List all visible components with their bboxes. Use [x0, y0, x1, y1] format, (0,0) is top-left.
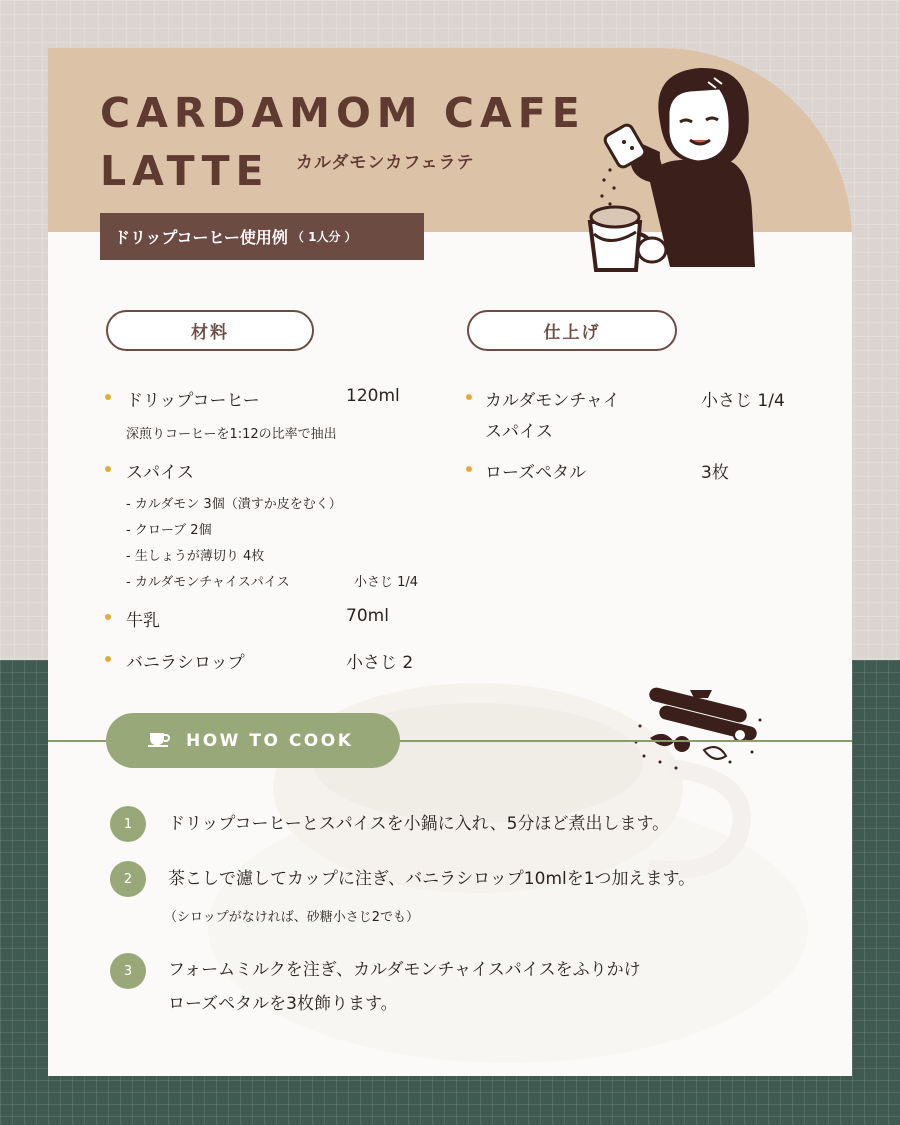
- step-number: 3: [110, 953, 146, 989]
- recipe-subtitle: カルダモンカフェラテ: [296, 153, 475, 173]
- serving-badge-count: （ 1人分 ）: [291, 230, 357, 244]
- step-text: ドリップコーヒーとスパイスを小鍋に入れ、5分ほど煮出します。: [168, 814, 670, 834]
- how-to-cook-label: HOW TO COOK: [186, 730, 354, 751]
- bullet: [105, 394, 111, 400]
- finishing-amount: 3枚: [701, 463, 729, 483]
- bullet: [466, 394, 472, 400]
- ingredient-amount: 70ml: [346, 606, 389, 626]
- bullet: [105, 466, 111, 472]
- step-note: （シロップがなければ、砂糖小さじ2でも）: [164, 910, 420, 925]
- step-number: 1: [110, 806, 146, 842]
- ingredient-name: 牛乳: [126, 611, 160, 631]
- spice-item: - カルダモン 3個（潰すか皮をむく）: [126, 497, 342, 512]
- step-text: 茶こしで濾してカップに注ぎ、バニラシロップ10mlを1つ加えます。: [168, 869, 696, 889]
- title-line-2: LATTE: [100, 147, 270, 195]
- recipe-card: [48, 48, 852, 1076]
- finishing-name: ローズペタル: [485, 463, 587, 483]
- how-to-cook-banner: [106, 713, 400, 768]
- bullet: [466, 466, 472, 472]
- recipe-title: [100, 84, 586, 200]
- finishing-name-cont: スパイス: [485, 422, 553, 442]
- spice-amount: 小さじ 1/4: [354, 575, 419, 590]
- bullet: [105, 656, 111, 662]
- spice-item: - クローブ 2個: [126, 523, 212, 538]
- finishing-amount: 小さじ 1/4: [701, 391, 785, 411]
- step-number: 2: [110, 861, 146, 897]
- spice-illustration: [630, 680, 770, 780]
- title-line-1: CARDAMOM CAFE: [100, 89, 586, 137]
- ingredient-amount: 120ml: [346, 386, 400, 406]
- ingredients-heading: [106, 310, 314, 351]
- step-text-cont: ローズペタルを3枚飾ります。: [168, 994, 398, 1014]
- serving-badge-label: ドリップコーヒー使用例: [114, 228, 288, 247]
- coffee-cup-icon: [148, 731, 170, 747]
- bullet: [105, 614, 111, 620]
- ingredient-note: 深煎りコーヒーを1:12の比率で抽出: [126, 427, 337, 442]
- ingredients-heading-label: 材料: [191, 323, 229, 343]
- ingredient-amount: 小さじ 2: [346, 653, 414, 673]
- finishing-heading: [467, 310, 677, 351]
- ingredient-name: バニラシロップ: [126, 653, 245, 673]
- spice-item: - カルダモンチャイスパイス: [126, 575, 290, 590]
- finishing-heading-label: 仕上げ: [543, 323, 601, 343]
- spice-item: - 生しょうが薄切り 4枚: [126, 549, 265, 564]
- ingredient-name: ドリップコーヒー: [126, 391, 260, 411]
- step-text: フォームミルクを注ぎ、カルダモンチャイスパイスをふりかけ: [168, 960, 641, 980]
- ingredient-name: スパイス: [126, 463, 194, 483]
- finishing-name: カルダモンチャイ: [485, 391, 620, 411]
- serving-badge: [100, 213, 424, 260]
- barista-illustration: [580, 62, 800, 277]
